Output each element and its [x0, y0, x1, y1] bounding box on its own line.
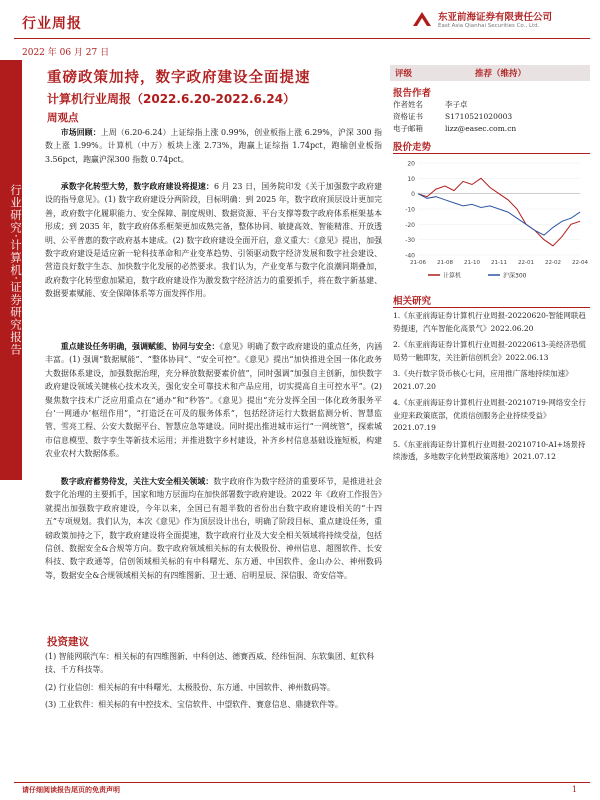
price-trend-chart [390, 155, 590, 285]
field-value: 李子卓 [445, 100, 468, 109]
legend-label: 沪深300 [503, 272, 527, 280]
x-tick-label: 22-01 [518, 260, 534, 266]
paragraph-lead: 承数字化转型大势，数字政府建设将提速： [60, 182, 214, 191]
section-heading-investment: 投资建议 [47, 636, 89, 648]
section-divider [393, 153, 590, 154]
x-tick-label: 22-04 [572, 260, 588, 266]
header-divider [14, 38, 590, 39]
paragraph-lead: 重点建设任务明确，强调赋能、协同与安全： [60, 342, 220, 351]
paragraph-text: 上周（6.20-6.24）上证综指上涨 0.99%，创业板指上涨 6.29%，沪深 300 指数上涨 1.99%。计算机（中万）板块上涨 2.73%，跑赢上证综指 1.74pct，跑输创业板指 3.56pct，跑赢沪深300 指数 0.74pct。 [45, 128, 382, 164]
y-tick-label: 10 [407, 175, 415, 183]
rating-value: 推荐（维持） [475, 69, 527, 79]
field-label: 电子邮箱 [393, 124, 423, 133]
report-type-label: 行业周报 [22, 16, 82, 32]
y-tick-label: 20 [407, 160, 415, 168]
series-line-hs300 [418, 194, 580, 235]
paragraph-text: 数字政府作为数字经济的重要环节，是推进社会数字化治理的主要抓手，国家和地方层面均在加快部署数字政府建设。2022 年《政府工作报告》就提出加强数字政府建设，今年以来，全国已有超半数的省份出台数字政府建设相关的“十四五”专项规划。我们认为，本次《意见》作为顶层设计出台，明确了阶段目标、重点建设任务，重磅政策加持之下，数字政府建设将全面提速，数字政府行业及大安全相关领域将持续受益，包括信创、数据安全&合规等方向。数字政府领域相关标的有太极股份、神州信息、超图软件、长安科技、数字政通等，信创领域相关标的有中科曙光、东方通、中国软件、金山办公、神州数码等，数据安全&合规领域相关标的有四维图新、卫士通、启明星辰、深信服、奇安信等。 [45, 477, 382, 580]
field-value: S1710521020003 [445, 112, 513, 121]
y-tick-label: 0 [411, 191, 415, 199]
section-divider [393, 307, 590, 308]
list-item: (2) 行业信创：相关标的有中科曙光、太极股份、东方通、中国软件、神州数码等。 [45, 682, 335, 692]
paragraph-lead: 市场回顾： [60, 128, 101, 137]
y-tick-label: -30 [405, 237, 415, 245]
page-number: 1 [572, 785, 578, 794]
paragraph-text: 《意见》明确了数字政府建设的重点任务，内涵丰富。(1) 强调“数据赋能”、“整体协同”、“安全可控”。《意见》提出“加快推进全国一体化政务大数据体系建设，加强数据治理，充分释放数据要素价值”，同时强调“加强自主创新，加快数字政府建设领域关键核心技术攻关，强化安全可靠技术和产品应用，切实提高自主可控水平”。(2) 聚焦数字技术广泛应用重点在“通办”和“秒答”。《意见》提出“充分发挥全国一体化政务服务平台‘一网通办’枢纽作用”，“打造泛在可及的服务体系”，包括经济运行大数据监测分析、智慧监管、雪亮工程、公安大数据平台、智慧应急等建设。同时提出推进城市运行“一网统管”，探索城市信息模型、数字孪生等新技术运用；并推进数字乡村建设，补齐乡村信息基础设施短板，构建农业农村大数据体系。 [45, 342, 382, 459]
list-item: (1) 智能网联汽车：相关标的有四维图新、中科创达、德赛西威、经纬恒润、东软集团、虹软科技、千方科技等。 [45, 652, 375, 675]
report-subtitle: 计算机行业周报（2022.6.20-2022.6.24） [47, 92, 296, 106]
related-item[interactable]: 2.《东亚前海证券计算机行业周报-20220613-美经济恐慌局势一触即发，关注新信创机会》2022.06.13 [393, 340, 586, 362]
related-item[interactable]: 3.《央行数字货币核心七问，应用推广落地持续加速》2021.07.20 [393, 369, 573, 391]
y-tick-label: -40 [405, 252, 415, 260]
company-name-cn: 东亚前海证券有限责任公司 [438, 12, 553, 23]
section-heading-author: 报告作者 [393, 88, 432, 99]
y-tick-label: -10 [405, 206, 415, 214]
author-email-row[interactable] [393, 123, 516, 134]
x-tick-label: 21-06 [410, 260, 426, 266]
x-tick-label: 21-10 [464, 260, 480, 266]
x-tick-label: 22-02 [545, 260, 561, 266]
section-heading-highlights: 周观点 [47, 112, 79, 124]
y-tick-label: -20 [405, 221, 415, 229]
company-name-en: East Asia Qianhai Securities Co., Ltd. [438, 23, 540, 29]
paragraph-outlook [45, 475, 382, 582]
paragraph-lead: 数字政府蓄势待发，关注大安全相关领域： [60, 477, 214, 486]
email-link[interactable]: lizz@easec.com.cn [445, 124, 517, 133]
section-heading-related: 相关研究 [393, 296, 432, 307]
list-item: (3) 工业软件：相关标的有中控技术、宝信软件、中望软件、赛意信息、鼎捷软件等。 [45, 700, 343, 710]
field-label: 作者姓名 [393, 100, 423, 109]
paragraph-policy [45, 180, 382, 301]
disclaimer-note: 请仔细阅读报告尾页的免责声明 [22, 786, 120, 794]
x-tick-label: 21-08 [437, 260, 453, 266]
legend-label: 计算机 [443, 272, 462, 280]
sidebar-category-label: 行业研究·计算机·证券研究报告 [9, 184, 23, 356]
footer-divider [14, 782, 590, 783]
paragraph-tasks [45, 340, 382, 461]
report-date: 2022 年 06 月 27 日 [22, 48, 110, 58]
related-research-list [393, 310, 588, 468]
report-title: 重磅政策加持，数字政府建设全面提速 [47, 70, 311, 86]
rating-label: 评级 [395, 69, 413, 79]
author-name-row [393, 99, 468, 110]
x-tick-label: 21-11 [491, 260, 507, 266]
investment-list [45, 650, 382, 716]
paragraph-market-review [45, 126, 382, 166]
related-item[interactable]: 4.《东亚前海证券计算机行业周报-20210719-网络安全行业迎来政策底部，优质信创服务企业持续受益》2021.07.19 [393, 398, 586, 432]
section-heading-price: 股价走势 [393, 142, 432, 153]
field-label: 资格证书 [393, 112, 423, 121]
company-logo-icon [410, 8, 434, 32]
paragraph-text: 6 月 23 日，国务院印发《关于加强数字政府建设的指导意见》。(1) 数字政府建设分两阶段，目标明确：到 2025 年，数字政府顶层设计更加完善，政府数字化履职能力、安全保障、制度规则、数据资源、平台支撑等数字政府体系框架基本形成；到 2035 年，数字政府体系框架更加成熟完备，整体协同、敏捷高效、智能精准、开放透明、公平普惠的数字政府基本建成。(2) 数字政府建设全面开启，意义重大：《意见》提出，加强数字政府建设是适应新一轮科技革命和产业变革趋势、引领驱动数字经济发展和数字社会建设、营造良好数字生态、加快数字化发展的必然要求。我们认为，产业变革与数字化浪潮同期叠加，政府数字化转型愈加紧迫，数字政府建设作为激发数字经济活力的重要抓手，将在数字新基建、数据要素赋能、安全保障体系等方面发挥作用。 [45, 182, 382, 299]
series-line-computer [418, 178, 580, 246]
related-item[interactable]: 5.《东亚前海证券计算机行业周报-20210710-AI+场景持续渗透，多地数字化转型政策落地》2021.07.12 [393, 439, 586, 461]
related-item[interactable]: 1.《东亚前海证券计算机行业周报-20220620-智能网联趋势提速，汽车智能化高景气》2022.06.20 [393, 311, 586, 333]
author-cert-row [393, 111, 512, 122]
